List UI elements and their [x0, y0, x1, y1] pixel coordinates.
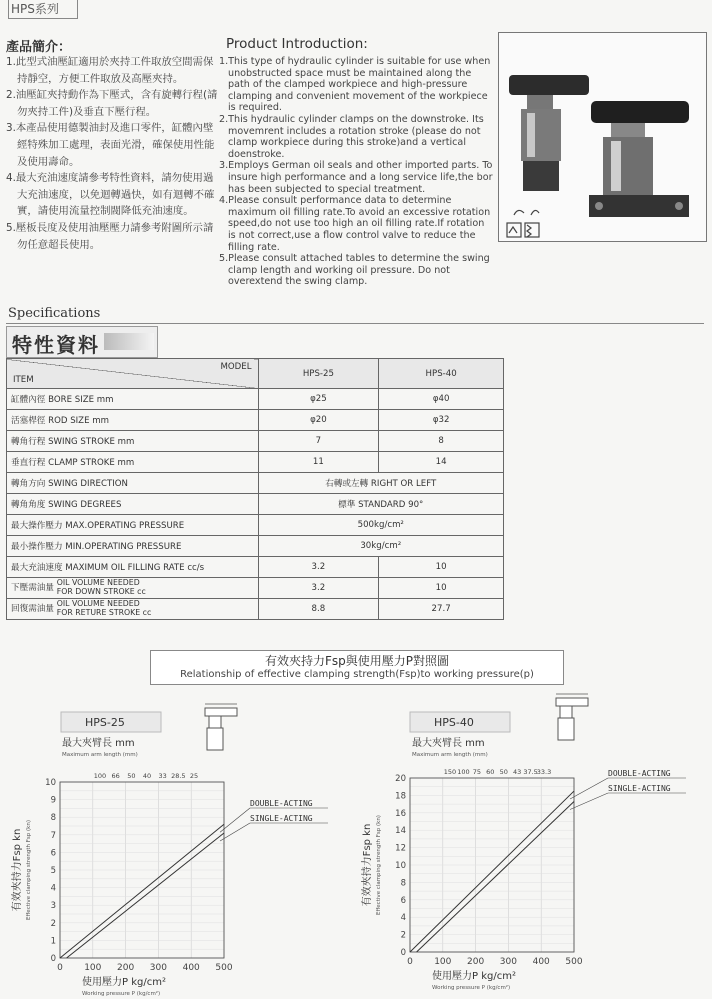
clamp-rod-left [527, 95, 553, 109]
zh-intro-item: 3.本產品使用德製油封及進口零件，缸體內壁經特殊加工處理，表面光滑，確保使用性能及使用壽命。 [6, 122, 215, 168]
zh-intro-item: 4.最大充油速度請參考特性資料，請勿使用過大充油速度，以免迴轉過快，如有迴轉不確實，請使用流量控制閥降低充油速度。 [6, 172, 215, 218]
en-intro-heading: Product Introduction: [226, 36, 368, 52]
x-axis-label: 使用壓力P kg/cm² [82, 977, 166, 988]
y-tick-label: 2 [50, 918, 56, 929]
divider [6, 323, 704, 324]
graph-title-box [150, 650, 564, 685]
x-tick-label: 100 [434, 957, 452, 967]
clamp-rod-right [611, 123, 645, 137]
table-row [7, 494, 504, 515]
spec-title-gradient [104, 333, 154, 350]
zh-intro-item: 2.油壓缸夾持動作為下壓式，含有旋轉行程(請勿夾持工件)及垂直下壓行程。 [6, 89, 218, 118]
legend-label: SINGLE-ACTING [608, 784, 671, 793]
cell-value: 8.8 [258, 599, 379, 620]
arm-length-label: 最大夾臂長 mm [62, 738, 135, 749]
y-tick-label: 7 [50, 830, 56, 841]
row-label: 轉角行程 SWING STROKE mm [7, 431, 259, 452]
legend-label: SINGLE-ACTING [250, 814, 313, 823]
row-label [7, 599, 259, 620]
series-line-double-acting [60, 824, 224, 958]
y-tick-label: 10 [395, 861, 406, 871]
arm-tick-label: 75 [472, 768, 481, 776]
en-intro-item: 3.Employs German oil seals and other imported parts. To insure high performance and a long service life,the bor has been subjected to special treatment. [219, 160, 493, 195]
y-tick-label: 0 [400, 948, 406, 958]
clamp-arm-right [591, 101, 689, 123]
x-tick-label: 500 [565, 957, 583, 967]
legend-leader [570, 778, 608, 799]
y-tick-label: 10 [45, 778, 56, 788]
y-tick-label: 8 [50, 813, 56, 824]
x-tick-label: 200 [117, 963, 135, 973]
y-axis-label: 有效夾持力Fsp kn [12, 828, 23, 912]
x-tick-label: 300 [149, 963, 167, 973]
cell-value: 3.2 [258, 578, 379, 599]
table-row [7, 410, 504, 431]
y-tick-label: 5 [50, 866, 56, 876]
cell-value: 右轉或左轉 RIGHT OR LEFT [258, 473, 503, 494]
charts-area [0, 690, 712, 999]
arm-tick-label: 37.5 [523, 768, 538, 776]
y-tick-label: 6 [50, 848, 56, 859]
arm-tick-label: 60 [486, 768, 495, 776]
legend-leader [220, 808, 250, 832]
x-tick-label: 300 [499, 957, 517, 967]
chart-title: HPS-25 [85, 716, 125, 729]
clamp-arm-left [509, 75, 589, 95]
swing-clamp-illustration [499, 33, 706, 241]
arm-tick-label: 43 [513, 768, 522, 776]
table-row [7, 452, 504, 473]
legend-label: DOUBLE-ACTING [608, 769, 671, 778]
en-intro-item: 5.Please consult attached tables to determine the swing clamp length and working oil pressure. Do not overextend the swing clamp. [219, 253, 490, 288]
cell-value: φ40 [379, 389, 504, 410]
arm-tick-label: 28.5 [171, 772, 186, 780]
row-label [7, 578, 259, 599]
y-tick-label: 3 [50, 901, 56, 912]
clamp-body-right [603, 137, 653, 195]
row-label-en-line2: FOR DOWN STROKE cc [56, 587, 146, 596]
zh-intro-item: 1.此型式油壓缸適用於夾持工件取放空間需保持靜空，方便工件取放及高壓夾持。 [6, 56, 214, 85]
arm-tick-label: 33 [158, 772, 167, 780]
row-label: 轉角方向 SWING DIRECTION [7, 473, 259, 494]
en-intro-item: 2.This hydraulic cylinder clamps on the downstroke. Its movemrent includes a rotation stroke (please do not clamp workpiece during this stroke)and a vertical doenstroke. [219, 113, 484, 160]
row-label: 缸體內徑 BORE SIZE mm [7, 389, 259, 410]
cell-value: φ25 [258, 389, 379, 410]
row-label: 最小操作壓力 MIN.OPERATING PRESSURE [7, 536, 259, 557]
row-label-en-line1: OIL VOLUME NEEDED [56, 578, 140, 588]
graph-title-zh: 有效夾持力Fsp與使用壓力P對照圖 [264, 654, 449, 668]
x-axis-label: 使用壓力P kg/cm² [432, 971, 516, 982]
model-item-header [7, 359, 259, 389]
cell-value: 3.2 [258, 557, 379, 578]
cell-value: φ32 [379, 410, 504, 431]
arm-length-label: 最大夾臂長 mm [412, 738, 485, 749]
y-tick-label: 14 [395, 826, 406, 837]
row-label: 轉角角度 SWING DEGREES [7, 494, 259, 515]
y-tick-label: 2 [400, 930, 406, 941]
cylinder-rod-icon [209, 716, 221, 728]
en-intro-item: 4.Please consult performance data to determine maximum oil filling rate.To avoid an excessive rotation speed,do not use too high an oil filling rate.If rotation is not correct,use a flow control valve to reduce the filling rate. [219, 195, 491, 253]
y-tick-label: 20 [395, 774, 406, 784]
clamp-base-right [589, 195, 689, 217]
y-axis-label-en: Effective clamping strength Fsp (kn) [26, 820, 32, 920]
row-label: 最大充油速度 MAXIMUM OIL FILLING RATE cc/s [7, 557, 259, 578]
arm-tick-label: 66 [111, 772, 120, 780]
row-label-zh: 回復需油量 [11, 604, 54, 615]
item-label: ITEM [13, 375, 34, 385]
row-label-zh: 下壓需油量 [11, 583, 54, 594]
arm-tick-label: 100 [93, 772, 107, 780]
cell-value: 11 [258, 452, 379, 473]
spec-table [6, 358, 504, 620]
table-row [7, 557, 504, 578]
series-line-single-acting [67, 833, 224, 958]
chart-hps25 [10, 704, 328, 997]
x-tick-label: 100 [84, 963, 102, 973]
y-tick-label: 4 [50, 883, 56, 894]
x-tick-label: 200 [467, 957, 485, 967]
zh-intro-heading: 產品簡介： [6, 40, 72, 55]
cell-value: 10 [379, 557, 504, 578]
legend-leader [570, 793, 608, 809]
y-axis-label: 有效夾持力Fsp kn [362, 823, 373, 907]
y-tick-label: 6 [400, 895, 406, 906]
zh-intro-list [6, 54, 221, 253]
model-col-hps40: HPS-40 [379, 359, 504, 389]
table-row [7, 599, 504, 620]
cell-value: 30kg/cm² [258, 536, 503, 557]
arm-tick-label: 150 [443, 768, 457, 776]
spec-title: 特性資料 [12, 333, 100, 357]
table-row [7, 473, 504, 494]
series-line-single-acting [417, 801, 574, 952]
cell-value: φ20 [258, 410, 379, 431]
graph-title-en: Relationship of effective clamping strength(Fsp)to working pressure(p) [180, 669, 534, 680]
y-tick-label: 8 [400, 878, 406, 889]
row-label: 最大操作壓力 MAX.OPERATING PRESSURE [7, 515, 259, 536]
cylinder-body-icon [558, 718, 574, 740]
table-row [7, 389, 504, 410]
cell-value: 7 [258, 431, 379, 452]
series-line-double-acting [410, 791, 574, 952]
y-tick-label: 9 [50, 795, 56, 806]
table-row [7, 431, 504, 452]
cylinder-body-icon [207, 728, 223, 750]
cylinder-arm-icon [205, 708, 237, 716]
row-label: 垂直行程 CLAMP STROKE mm [7, 452, 259, 473]
y-axis-label-en: Effective clamping strength Fsp (kn) [376, 815, 382, 915]
row-label-en [57, 600, 152, 617]
y-tick-label: 0 [50, 954, 56, 964]
arm-tick-label: 40 [142, 772, 152, 780]
legend-label: DOUBLE-ACTING [250, 799, 313, 808]
arm-tick-label: 50 [499, 768, 508, 776]
arm-tick-label: 33.3 [536, 768, 552, 776]
table-header-row [7, 359, 504, 389]
cell-value: 14 [379, 452, 504, 473]
chart-title: HPS-40 [434, 716, 474, 729]
chart-hps40 [360, 694, 686, 991]
cell-value: 標準 STANDARD 90° [258, 494, 503, 515]
row-label-en-line1: OIL VOLUME NEEDED [56, 599, 140, 609]
y-tick-label: 12 [395, 843, 406, 854]
cell-value: 500kg/cm² [258, 515, 503, 536]
x-axis-label-en: Working pressure P (kg/cm²) [82, 991, 161, 997]
row-label-en-line2: FOR RETURE STROKE cc [56, 608, 152, 617]
model-col-hps25: HPS-25 [258, 359, 379, 389]
legend-leader [220, 823, 250, 841]
table-row [7, 536, 504, 557]
x-tick-label: 400 [532, 957, 550, 967]
row-label-en [57, 579, 146, 596]
table-row [7, 515, 504, 536]
table-row [7, 578, 504, 599]
arm-length-label-en: Maximum arm length (mm) [412, 752, 488, 758]
arm-tick-label: 100 [457, 768, 470, 776]
arm-length-label-en: Maximum arm length (mm) [62, 752, 138, 758]
x-tick-label: 0 [57, 963, 63, 973]
series-tag: HPS系列 [8, 0, 78, 19]
zh-intro-item: 5.壓板長度及使用油壓壓力請參考附圖所示請勿任意超長使用。 [6, 221, 214, 251]
en-intro-item: 1.This type of hydraulic cylinder is suitable for use when unobstructed space must be maintained along the path of the clamped workpiece and high-pressure clamping and convenient movement of the workpiece is required. [219, 56, 491, 114]
x-tick-label: 400 [182, 963, 200, 973]
arm-tick-label: 50 [127, 772, 136, 780]
y-tick-label: 1 [50, 936, 56, 947]
cell-value: 10 [379, 578, 504, 599]
cell-value: 27.7 [379, 599, 504, 620]
x-tick-label: 500 [215, 963, 233, 973]
row-label: 活塞桿徑 ROD SIZE mm [7, 410, 259, 431]
product-photo [498, 32, 707, 242]
en-intro-list [219, 56, 494, 288]
model-label: MODEL [220, 362, 252, 372]
cylinder-arm-icon [556, 698, 588, 706]
arm-tick-label: 25 [189, 772, 199, 780]
x-tick-label: 0 [407, 957, 413, 967]
cell-value: 8 [379, 431, 504, 452]
y-tick-label: 4 [400, 913, 406, 924]
specifications-label: Specifications [8, 306, 101, 321]
y-tick-label: 16 [395, 808, 406, 819]
cylinder-rod-icon [560, 706, 572, 718]
x-axis-label-en: Working pressure P (kg/cm²) [432, 985, 511, 991]
y-tick-label: 18 [395, 791, 406, 802]
